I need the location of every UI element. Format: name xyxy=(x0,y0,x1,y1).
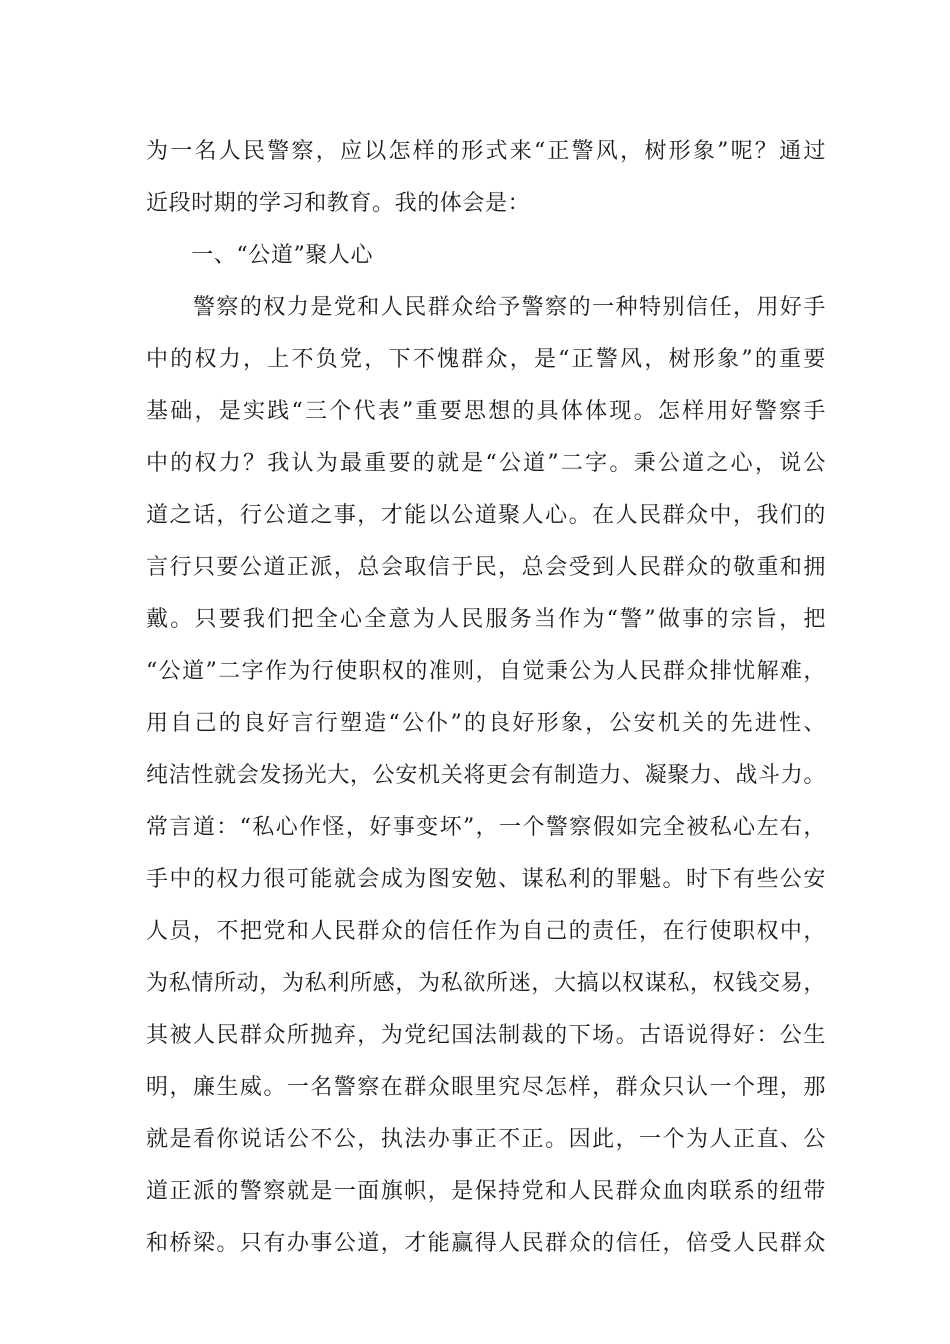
text-line: 道正派的警察就是一面旗帜，是保持党和人民群众血肉联系的纽带 xyxy=(146,1179,826,1204)
text-line: 手中的权力很可能就会成为图安勉、谋私利的罪魁。时下有些公安 xyxy=(146,867,826,892)
text-line: 用自己的良好言行塑造“公仆”的良好形象，公安机关的先进性、 xyxy=(146,711,826,736)
text-line: 中的权力，上不负党，下不愧群众，是“正警风，树形象”的重要 xyxy=(146,347,826,372)
text-line: 基础，是实践“三个代表”重要思想的具体体现。怎样用好警察手 xyxy=(146,399,826,424)
text-line: 其被人民群众所抛弃，为党纪国法制裁的下场。古语说得好：公生 xyxy=(146,1023,826,1048)
text-line: 警察的权力是党和人民群众给予警察的一种特别信任，用好手 xyxy=(146,295,826,320)
text-line: 人员，不把党和人民群众的信任作为自己的责任，在行使职权中， xyxy=(146,919,826,944)
text-line: 道之话，行公道之事，才能以公道聚人心。在人民群众中，我们的 xyxy=(146,503,826,528)
text-line: 纯洁性就会发扬光大，公安机关将更会有制造力、凝聚力、战斗力。 xyxy=(146,763,826,788)
text-line: 戴。只要我们把全心全意为人民服务当作为“警”做事的宗旨，把 xyxy=(146,607,826,632)
text-line: 近段时期的学习和教育。我的体会是： xyxy=(146,191,531,216)
text-line: “公道”二字作为行使职权的准则，自觉秉公为人民群众排忧解难， xyxy=(146,659,826,684)
text-line: 中的权力？我认为最重要的就是“公道”二字。秉公道之心，说公 xyxy=(146,451,826,476)
text-line: 常言道：“私心作怪，好事变坏”，一个警察假如完全被私心左右， xyxy=(146,815,826,840)
text-line: 为私情所动，为私利所感，为私欲所迷，大搞以权谋私，权钱交易， xyxy=(146,971,826,996)
text-line: 明，廉生威。一名警察在群众眼里究尽怎样，群众只认一个理，那 xyxy=(146,1075,826,1100)
text-line: 为一名人民警察，应以怎样的形式来“正警风，树形象”呢？通过 xyxy=(146,139,826,164)
text-line: 言行只要公道正派，总会取信于民，总会受到人民群众的敬重和拥 xyxy=(146,555,826,580)
text-line: 和桥梁。只有办事公道，才能赢得人民群众的信任，倍受人民群众 xyxy=(146,1231,826,1256)
text-line: 就是看你说话公不公，执法办事正不正。因此，一个为人正直、公 xyxy=(146,1127,826,1152)
section-heading: 一、“公道”聚人心 xyxy=(146,243,374,268)
